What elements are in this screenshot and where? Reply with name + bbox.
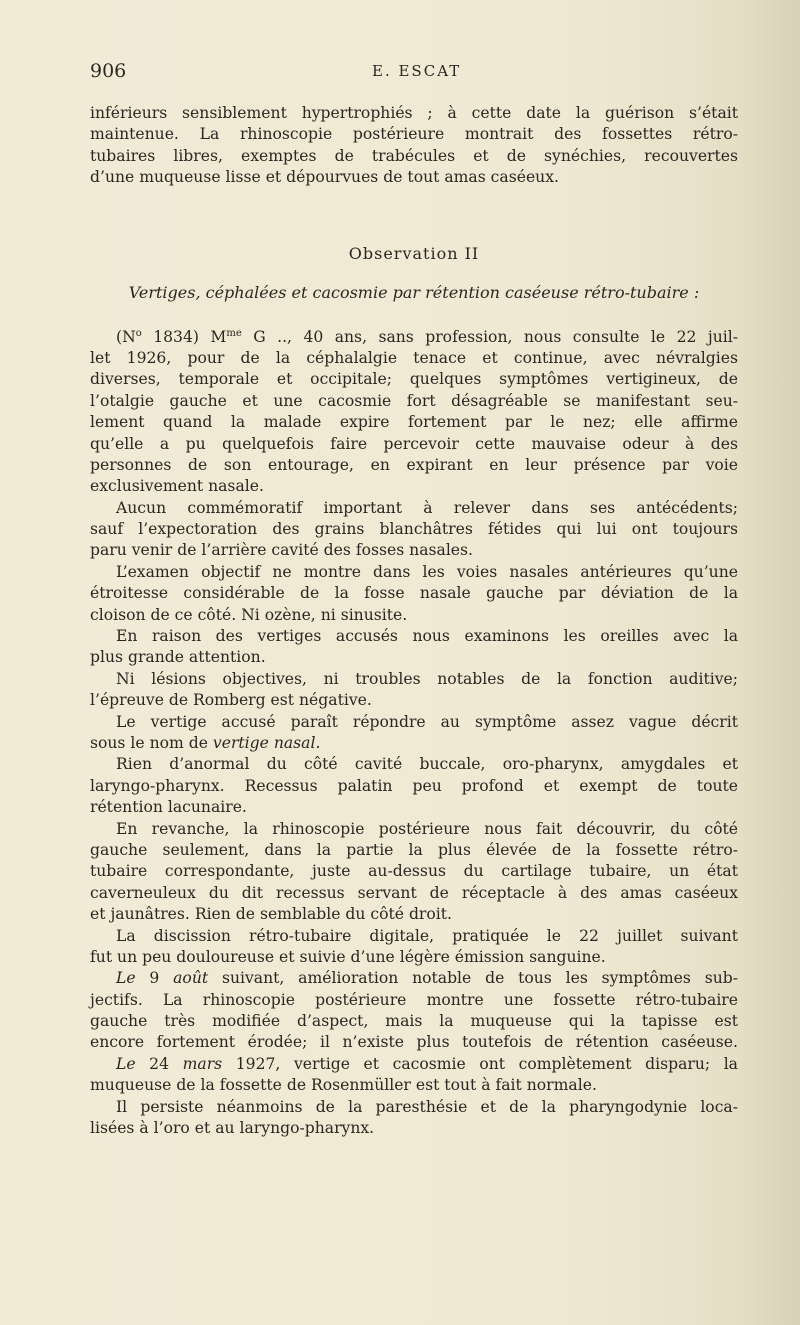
text-line: caverneuleux du dit recessus servant de réceptacle à des amas caséeux: [90, 883, 738, 902]
text-line: sauf l’expectoration des grains blanchâtres fétides qui lui ont toujours: [90, 520, 738, 539]
paragraph-3: [90, 562, 738, 626]
text-line: plus grande attention.: [90, 648, 266, 667]
text-line: lisées à l’oro et au laryngo-pharynx.: [90, 1119, 375, 1138]
text-line: tubaire correspondante, juste au-dessus du cartilage tubaire, un état: [90, 862, 738, 881]
paragraph-10: [90, 968, 738, 1054]
text-line: Le 24 mars 1927, vertige et cacosmie ont complètement disparu; la: [116, 1054, 738, 1073]
page-header: [90, 60, 740, 88]
paragraph-8: [90, 819, 738, 926]
text-line: Le 9 août suivant, amélioration notable de tous les symptômes sub-: [116, 969, 738, 988]
text-line: l’épreuve de Romberg est négative.: [90, 691, 372, 710]
text-line: fut un peu douloureuse et suivie d’une légère émission sanguine.: [90, 947, 606, 966]
paragraph-5: [90, 669, 738, 712]
text-line: tubaires libres, exemptes de trabécules et de synéchies, recouvertes: [90, 146, 738, 165]
text-line: Rien d’anormal du côté cavité buccale, oro-pharynx, amygdales et: [116, 755, 738, 774]
text-line: sous le nom de vertige nasal.: [90, 733, 321, 752]
section-subtitle: Vertiges, céphalées et cacosmie par rétention caséeuse rétro-tubaire :: [128, 282, 700, 302]
text-line: diverses, temporale et occipitale; quelques symptômes vertigineux, de: [90, 370, 738, 389]
paragraph-7: [90, 754, 738, 818]
page-number: 906: [90, 60, 127, 82]
text-line: La discission rétro-tubaire digitale, pratiquée le 22 juillet suivant: [116, 926, 738, 945]
text-line: ($N^o$ 1834) $M^{me}$ G .., 40 ans, sans profession, nous consulte le 22 juil-: [116, 327, 738, 346]
running-head: E. ESCAT: [372, 62, 462, 80]
text-line: Ni lésions objectives, ni troubles notables de la fonction auditive;: [116, 669, 738, 688]
text-line: L’examen objectif ne montre dans les voies nasales antérieures qu’une: [116, 562, 738, 581]
text-line: lement quand la malade expire fortement par le nez; elle affirme: [90, 413, 738, 432]
paragraph-2: [90, 498, 738, 562]
text-line: exclusivement nasale.: [90, 477, 264, 496]
text-line: maintenue. La rhinoscopie postérieure montrait des fossettes rétro-: [90, 125, 738, 144]
paragraph-9: [90, 926, 738, 969]
paragraph-11: [90, 1054, 738, 1097]
text-line: cloison de ce côté. Ni ozène, ni sinusite.: [90, 605, 408, 624]
page-body: [90, 103, 738, 1139]
text-line: encore fortement érodée; il n’existe plus toutefois de rétention caséeuse.: [90, 1033, 738, 1052]
continuation-paragraph: [90, 103, 738, 189]
text-line: Le vertige accusé paraît répondre au symptôme assez vague décrit: [116, 712, 738, 731]
text-line: inférieurs sensiblement hypertrophiés ; à cette date la guérison s’était: [90, 104, 738, 122]
text-line: En revanche, la rhinoscopie postérieure nous fait découvrir, du côté: [116, 819, 738, 838]
text-line: d’une muqueuse lisse et dépourvues de tout amas caséeux.: [90, 168, 559, 187]
text-line: Aucun commémoratif important à relever dans ses antécédents;: [116, 498, 738, 517]
text-line: muqueuse de la fossette de Rosenmüller est tout à fait normale.: [90, 1076, 597, 1095]
text-line: gauche seulement, dans la partie la plus élevée de la fossette rétro-: [90, 840, 738, 859]
text-line: l’otalgie gauche et une cacosmie fort désagréable se manifestant seu-: [90, 391, 738, 410]
text-line: qu’elle a pu quelquefois faire percevoir cette mauvaise odeur à des: [90, 434, 738, 453]
paragraph-12: [90, 1097, 738, 1140]
text-line: étroitesse considérable de la fosse nasale gauche par déviation de la: [90, 584, 738, 603]
text-line: paru venir de l’arrière cavité des fosses nasales.: [90, 541, 473, 560]
text-line: Il persiste néanmoins de la paresthésie et de la pharyngodynie loca-: [116, 1097, 738, 1116]
text-line: personnes de son entourage, en expirant en leur présence par voie: [90, 455, 738, 474]
paragraph-6: [90, 712, 738, 755]
text-line: jectifs. La rhinoscopie postérieure montre une fossette rétro-tubaire: [90, 990, 738, 1009]
text-line: laryngo-pharynx. Recessus palatin peu profond et exempt de toute: [90, 776, 738, 795]
text-line: En raison des vertiges accusés nous examinons les oreilles avec la: [116, 627, 738, 646]
text-line: gauche très modifiée d’aspect, mais la muqueuse qui la tapisse est: [90, 1012, 738, 1031]
text-line: et jaunâtres. Rien de semblable du côté droit.: [90, 905, 452, 924]
text-line: rétention lacunaire.: [90, 798, 247, 817]
text-line: let 1926, pour de la céphalalgie tenace et continue, avec névralgies: [90, 348, 738, 367]
paragraph-1: [90, 327, 738, 498]
paragraph-4: [90, 626, 738, 669]
section-title: Observation II: [348, 243, 480, 263]
